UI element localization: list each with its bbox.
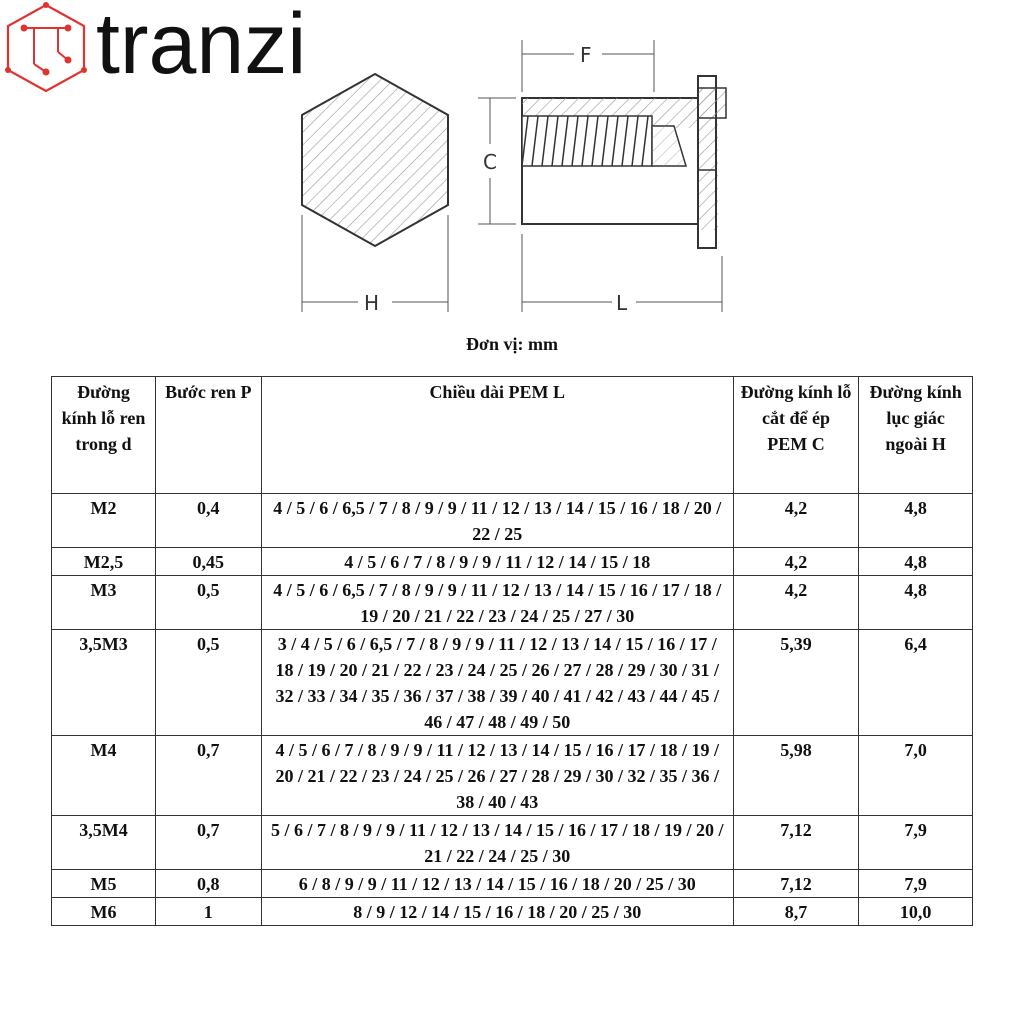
cell-thread: M4 (52, 736, 156, 816)
cell-pitch: 0,7 (155, 816, 261, 870)
cell-lengths: 8 / 9 / 12 / 14 / 15 / 16 / 18 / 20 / 25 / 30 (261, 898, 733, 926)
table-row (52, 494, 973, 548)
cell-lengths: 4 / 5 / 6 / 6,5 / 7 / 8 / 9 / 9 / 11 / 12 / 13 / 14 / 15 / 16 / 18 / 20 / 22 / 25 (261, 494, 733, 548)
cell-hex: 6,4 (859, 630, 973, 736)
header-hex-diameter: Đường kính lục giác ngoài H (859, 377, 973, 494)
cell-hole: 4,2 (733, 576, 858, 630)
cell-hex: 4,8 (859, 548, 973, 576)
cell-pitch: 0,7 (155, 736, 261, 816)
cell-thread: 3,5M3 (52, 630, 156, 736)
cell-hex: 4,8 (859, 494, 973, 548)
unit-note: Đơn vị: mm (466, 334, 558, 354)
cell-lengths: 4 / 5 / 6 / 7 / 8 / 9 / 9 / 11 / 12 / 13 / 14 / 15 / 16 / 17 / 18 / 19 / 20 / 21 / 22 / 23 / 24 / 25 / 26 / 27 / 28 / 29 / 30 / 32 / 35 / 36 / 38 / 40 / 43 (261, 736, 733, 816)
dimension-c (478, 98, 516, 224)
cell-hex: 4,8 (859, 576, 973, 630)
cell-lengths: 3 / 4 / 5 / 6 / 6,5 / 7 / 8 / 9 / 9 / 11 / 12 / 13 / 14 / 15 / 16 / 17 / 18 / 19 / 20 / 21 / 22 / 23 / 24 / 25 / 26 / 27 / 28 / 29 / 30 / 31 / 32 / 33 / 34 / 35 / 36 / 37 / 38 / 39 / 40 / 41 / 42 / 43 / 44 / 45 / 46 / 47 / 48 / 49 / 50 (261, 630, 733, 736)
brand-name: tranzi (96, 0, 307, 92)
cell-thread: M3 (52, 576, 156, 630)
cell-hex: 7,0 (859, 736, 973, 816)
cell-pitch: 0,8 (155, 870, 261, 898)
table-row (52, 630, 973, 736)
label-l: L (616, 291, 628, 315)
cell-thread: M2 (52, 494, 156, 548)
cell-thread: M2,5 (52, 548, 156, 576)
table-row (52, 548, 973, 576)
cell-lengths: 5 / 6 / 7 / 8 / 9 / 9 / 11 / 12 / 13 / 14 / 15 / 16 / 17 / 18 / 19 / 20 / 21 / 22 / 24 / 25 / 30 (261, 816, 733, 870)
dimension-l (522, 234, 722, 315)
header-pitch: Bước ren P (155, 377, 261, 494)
cell-hole: 8,7 (733, 898, 858, 926)
cell-pitch: 1 (155, 898, 261, 926)
label-c: C (483, 150, 497, 174)
hex-end-view (302, 74, 448, 246)
table-row (52, 576, 973, 630)
cell-hole: 5,39 (733, 630, 858, 736)
cell-hole: 7,12 (733, 870, 858, 898)
cell-hole: 7,12 (733, 816, 858, 870)
table-row (52, 736, 973, 816)
cell-hex: 7,9 (859, 870, 973, 898)
tranzi-logo-icon (4, 2, 88, 94)
dimension-f (522, 40, 654, 92)
cell-thread: M6 (52, 898, 156, 926)
header-thread-diameter: Đường kính lỗ ren trong d (52, 377, 156, 494)
header-length: Chiều dài PEM L (261, 377, 733, 494)
spec-table (51, 376, 973, 926)
cell-pitch: 0,5 (155, 630, 261, 736)
cell-hole: 5,98 (733, 736, 858, 816)
table-row (52, 898, 973, 926)
header-hole-diameter: Đường kính lỗ cắt để ép PEM C (733, 377, 858, 494)
cell-hex: 10,0 (859, 898, 973, 926)
label-h: H (364, 291, 380, 315)
cell-thread: 3,5M4 (52, 816, 156, 870)
cell-pitch: 0,5 (155, 576, 261, 630)
table-row (52, 870, 973, 898)
pem-standoff-drawing (290, 30, 740, 330)
cell-lengths: 4 / 5 / 6 / 6,5 / 7 / 8 / 9 / 9 / 11 / 12 / 13 / 14 / 15 / 16 / 17 / 18 / 19 / 20 / 21 / 22 / 23 / 24 / 25 / 27 / 30 (261, 576, 733, 630)
cell-hole: 4,2 (733, 494, 858, 548)
label-f: F (580, 43, 592, 67)
cell-thread: M5 (52, 870, 156, 898)
cell-pitch: 0,4 (155, 494, 261, 548)
side-section-view (522, 76, 726, 248)
cell-lengths: 6 / 8 / 9 / 9 / 11 / 12 / 13 / 14 / 15 / 16 / 18 / 20 / 25 / 30 (261, 870, 733, 898)
brand-logo (0, 0, 330, 100)
cell-lengths: 4 / 5 / 6 / 7 / 8 / 9 / 9 / 11 / 12 / 14 / 15 / 18 (261, 548, 733, 576)
table-row (52, 816, 973, 870)
cell-pitch: 0,45 (155, 548, 261, 576)
cell-hole: 4,2 (733, 548, 858, 576)
cell-hex: 7,9 (859, 816, 973, 870)
table-header-row (52, 377, 973, 494)
